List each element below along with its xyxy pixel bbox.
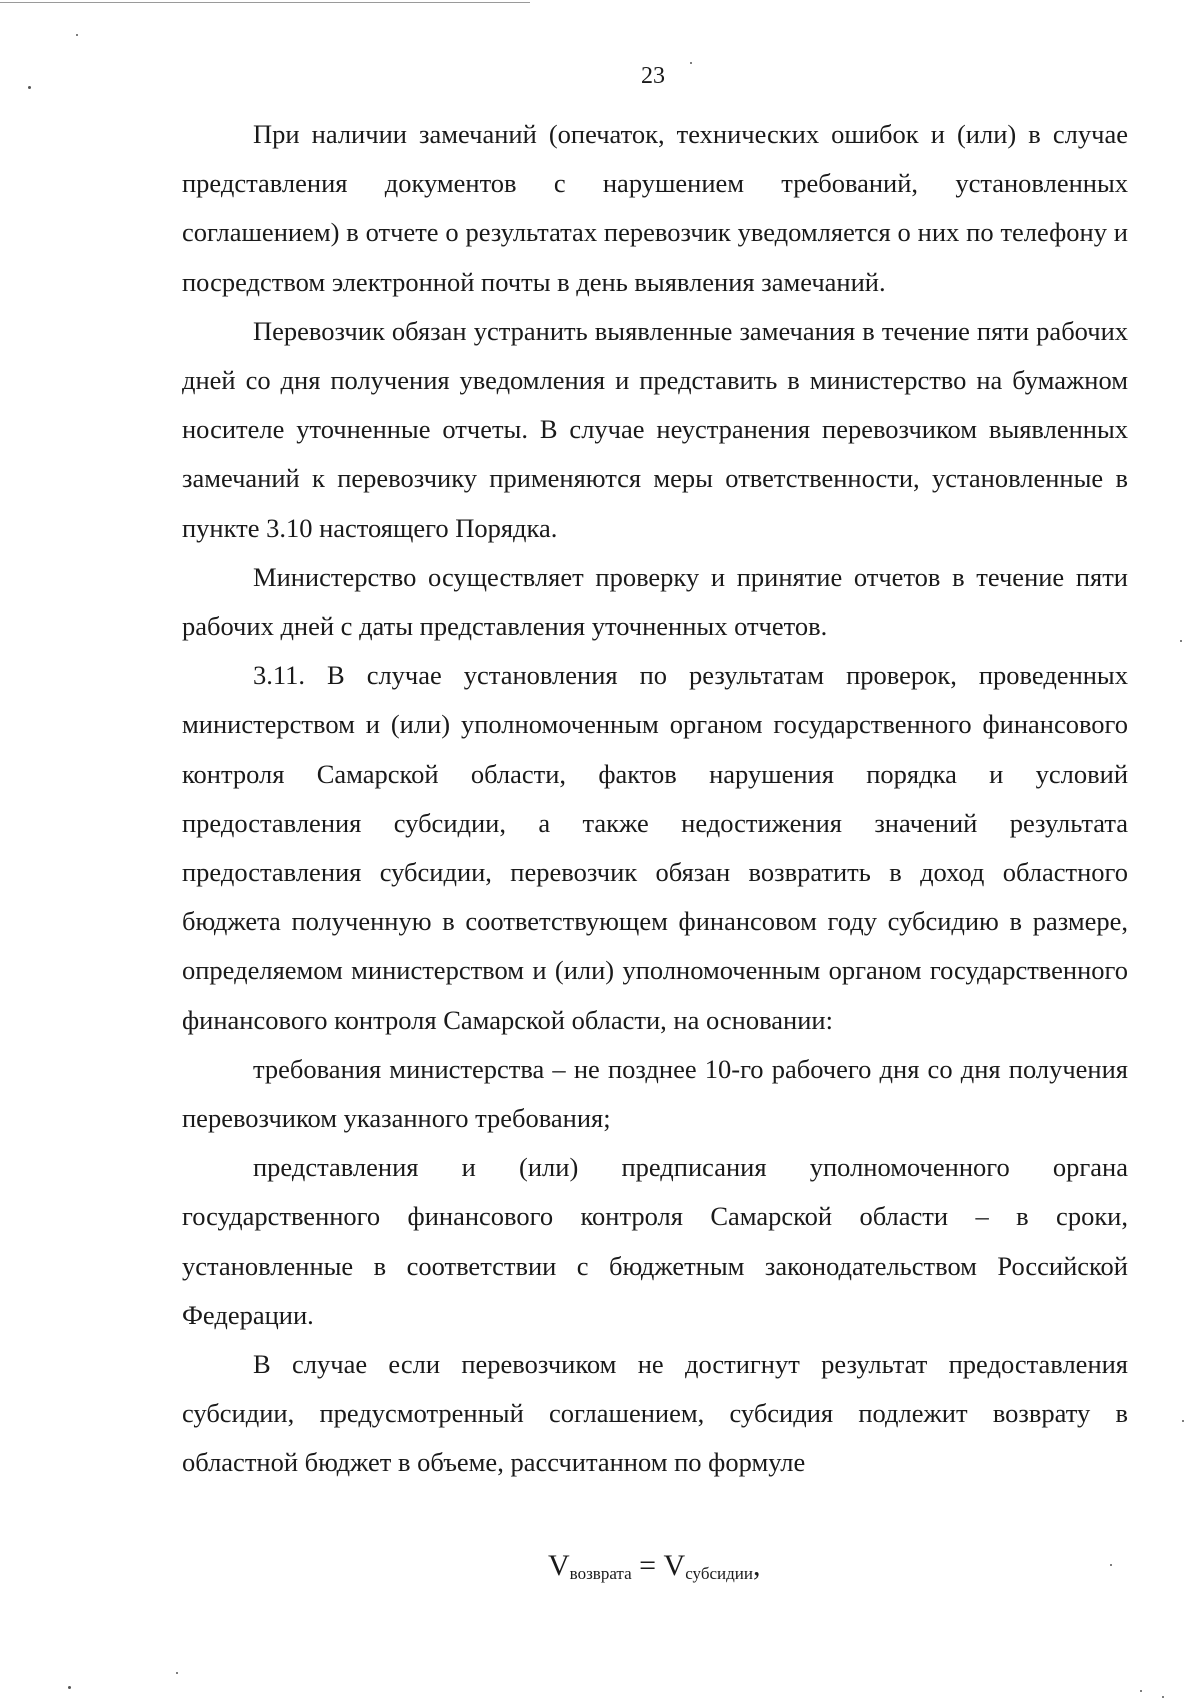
scan-speck — [690, 62, 692, 64]
scan-speck — [1180, 640, 1182, 642]
formula-equals-sign: = — [631, 1549, 664, 1582]
paragraph-carrier-correction-duty: Перевозчик обязан устранить выявленные замечания в течение пяти рабочих дней со дня получения уведомления и представить в министерство на бумажном носителе уточненные отчеты. В случае неустранения перевозчиком выявленных замечаний к перевозчику применяются меры ответственности, установленные в пункте 3.10 настоящего Порядка. — [182, 315, 1128, 543]
formula-lhs-symbol: V — [548, 1549, 570, 1582]
scan-top-edge-line — [0, 2, 530, 3]
scan-speck — [1162, 1696, 1164, 1698]
scan-speck — [1110, 1564, 1112, 1566]
scan-speck — [176, 1672, 178, 1674]
page-number: 23 — [641, 63, 665, 89]
paragraph-remarks-notification: При наличии замечаний (опечаток, технических ошибок и (или) в случае представления документов с нарушением требований, установленных соглашением) в отчете о результатах перевозчик уведомляется о них по телефону и посредством электронной почты в день выявления замечаний. — [182, 119, 1128, 297]
scan-speck — [1140, 1690, 1142, 1692]
paragraph-control-body-order: представления и (или) предписания уполномоченного органа государственного финансового контроля Самарской области – в сроки, установленные в соответствии с бюджетным законодательством Российской Федерации. — [182, 1152, 1128, 1330]
scan-speck — [1182, 1420, 1184, 1422]
scan-speck — [28, 86, 31, 89]
formula-rhs-symbol: V — [663, 1549, 686, 1582]
refund-formula — [548, 1546, 760, 1594]
formula-lhs-subscript: возврата — [569, 1564, 632, 1583]
paragraph-ministry-review: Министерство осуществляет проверку и принятие отчетов в течение пяти рабочих дней с даты представления уточненных отчетов. — [182, 561, 1128, 642]
paragraph-ministry-requirement: требования министерства – не позднее 10-го рабочего дня со дня получения перевозчиком указанного требования; — [182, 1053, 1128, 1134]
paragraph-section-3-11: 3.11. В случае установления по результатам проверок, проведенных министерством и (или) уполномоченным органом государственного финансового контроля Самарской области, фактов нарушения порядка и условий предоставления субсидии, а также недостижения значений результата предоставления субсидии, перевозчик обязан возвратить в доход областного бюджета полученную в соответствующем финансовом году субсидию в размере, определяемом министерством и (или) уполномоченным органом государственного финансового контроля Самарской области, на основании: — [182, 660, 1128, 1035]
formula-rhs-subscript: субсидии — [685, 1564, 753, 1583]
paragraph-refund-formula-intro: В случае если перевозчиком не достигнут результат предоставления субсидии, предусмотренный соглашением, субсидия подлежит возврату в областной бюджет в объеме, рассчитанном по формуле — [182, 1349, 1128, 1478]
document-body — [182, 110, 1128, 1488]
formula-trailing-comma: , — [752, 1549, 761, 1582]
scan-speck — [68, 1686, 71, 1689]
scan-speck — [76, 34, 78, 36]
